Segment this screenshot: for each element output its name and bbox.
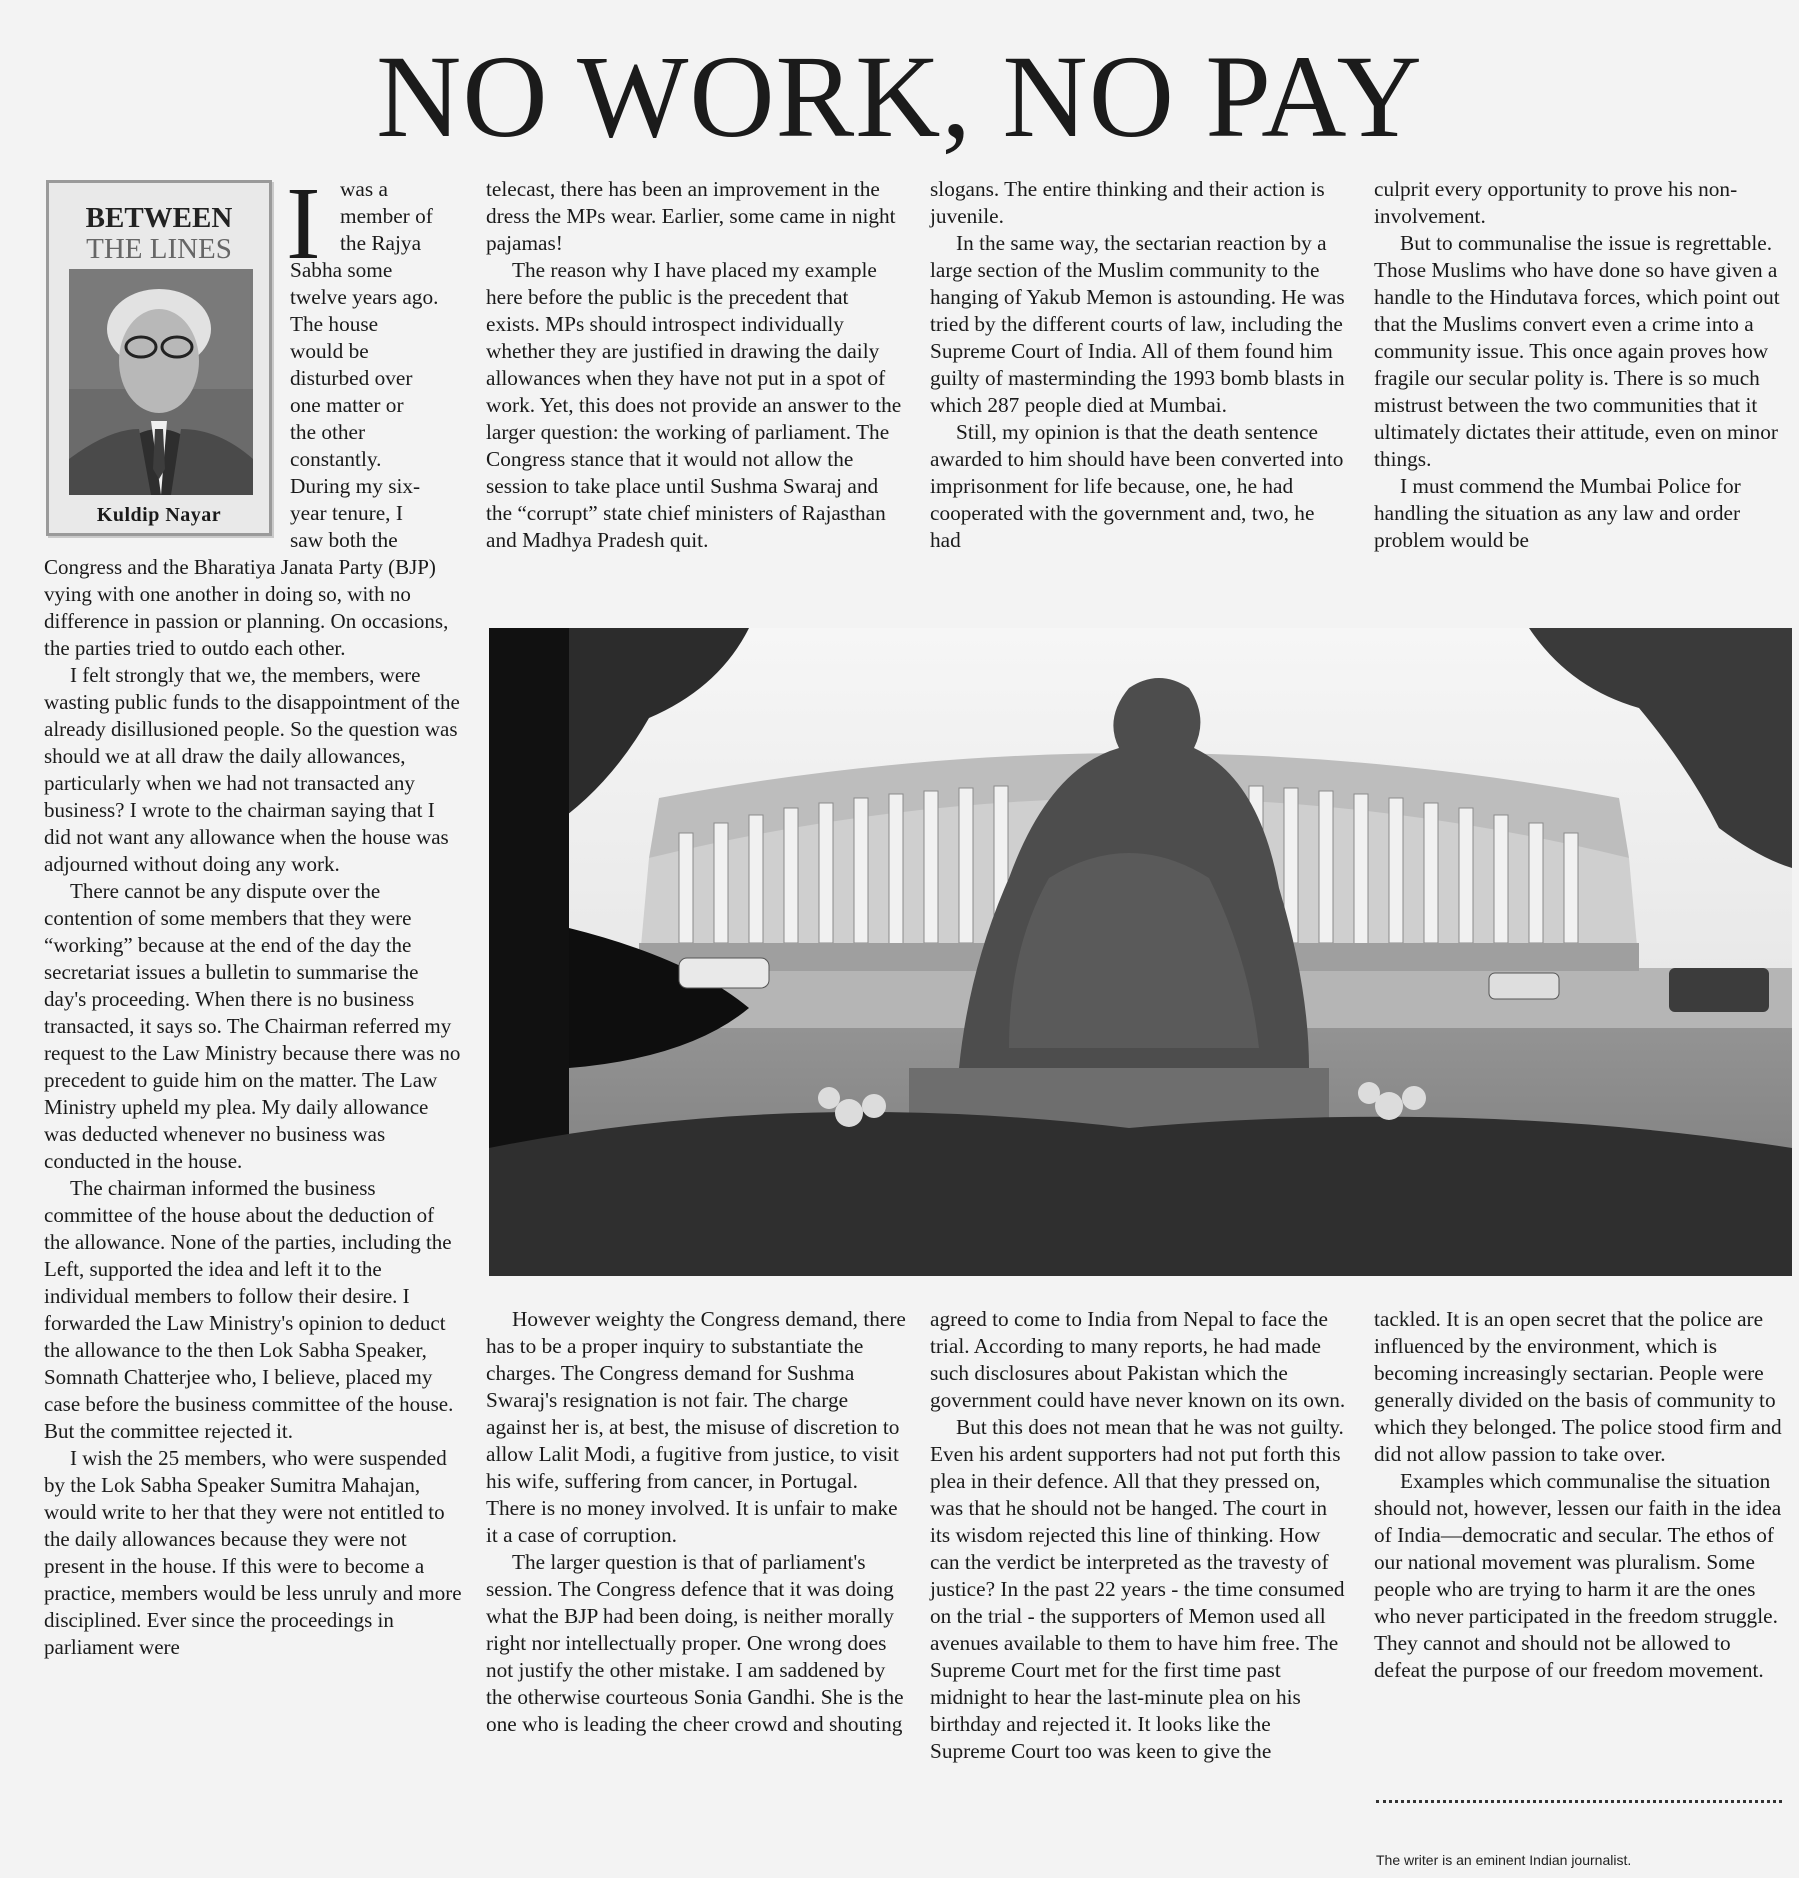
paragraph: The chairman informed the business committee of the house about the deduction of the allowance. None of the parties, including the Left, supported the idea and left it to the individual members to follow their desire. I forwarded the Law Ministry's opinion to deduct the allowance to the then Lok Sabha Speaker, Somnath Chatterjee who, I believe, placed my case before the business committee of the house. But the committee rejected it. bbox=[44, 1176, 454, 1443]
author-byline: Kuldip Nayar bbox=[96, 504, 222, 526]
paragraph: Still, my opinion is that the death sentence awarded to him should have been converted into imprisonment for life because, one, he had cooperated with the government and, two, he had bbox=[930, 420, 1344, 552]
paragraph: However weighty the Congress demand, there has to be a proper inquiry to substantiate the charges. The Congress demand for Sushma Swaraj's resignation is not fair. The charge against her is, at best, the misuse of discretion to allow Lalit Modi, a fugitive from justice, to visit his wife, suffering from cancer, in Portugal. There is no money involved. It is unfair to make it a case of corruption. bbox=[486, 1307, 906, 1547]
footnote: The writer is an eminent Indian journalist. bbox=[1376, 1852, 1632, 1868]
intro-line: year tenure, I bbox=[290, 501, 403, 525]
paragraph: tackled. It is an open secret that the police are influenced by the environment, which is becoming increasingly sectarian. People were generally divided on the basis of community to which they belonged. The police stood firm and did not allow passion to take over. bbox=[1374, 1307, 1782, 1466]
intro-line: disturbed over bbox=[290, 366, 413, 390]
intro-line: saw both the bbox=[290, 528, 398, 552]
column-header-box bbox=[46, 180, 272, 536]
drop-cap: I bbox=[286, 166, 321, 281]
intro-line: Sabha some bbox=[290, 258, 393, 282]
intro-line: one matter or bbox=[290, 393, 404, 417]
paragraph: The reason why I have placed my example here before the public is the precedent that exists. MPs should introspect individually whether they are justified in drawing the daily allowances when they have not put in a spot of work. Yet, this does not provide an answer to the larger question: the working of parliament. The Congress stance that it would not allow the session to take place until Sushma Swaraj and the “corrupt” state chief ministers of Rajasthan and Madhya Pradesh quit. bbox=[486, 258, 902, 552]
footnote-divider bbox=[1376, 1800, 1782, 1803]
intro-line: twelve years ago. bbox=[290, 285, 439, 309]
column-4-top bbox=[1374, 176, 1786, 554]
intro-line: the Rajya bbox=[340, 231, 422, 255]
paragraph: There cannot be any dispute over the contention of some members that they were “working” because at the end of the day the secretariat issues a bulletin to summarise the day's proceeding. When there is no business transacted, it says so. The Chairman referred my request to the Law Ministry because there was no precedent to guide him on the matter. The Law Ministry upheld my plea. My daily allowance was deducted whenever no business was conducted in the house. bbox=[44, 879, 461, 1173]
paragraph: Examples which communalise the situation should not, however, lessen our faith in the idea of India—democratic and secular. The ethos of our national movement was pluralism. Some people who are trying to harm it are the ones who never participated in the freedom struggle. They cannot and should not be allowed to defeat the purpose of our freedom movement. bbox=[1374, 1469, 1782, 1682]
paragraph: But to communalise the issue is regrettable. Those Muslims who have done so have given a handle to the Hindutava forces, which point out that the Muslims convert even a crime into a community issue. This once again proves how fragile our secular polity is. There is so much mistrust between the two communities that it ultimately dictates their attitude, even on minor things. bbox=[1374, 231, 1780, 471]
paragraph: slogans. The entire thinking and their action is juvenile. bbox=[930, 177, 1325, 228]
paragraph: agreed to come to India from Nepal to face the trial. According to many reports, he had made such disclosures about Pakistan which the government could have never known on its own. bbox=[930, 1307, 1346, 1412]
column-2-top bbox=[486, 176, 906, 554]
paragraph: telecast, there has been an improvement in the dress the MPs wear. Earlier, some came in night pajamas! bbox=[486, 177, 896, 255]
column-3-top bbox=[930, 176, 1350, 554]
column-name-line2: THE LINES bbox=[86, 233, 232, 265]
intro-line: was a bbox=[340, 177, 388, 201]
intro-line: The house bbox=[290, 312, 379, 336]
paragraph: I felt strongly that we, the members, were wasting public funds to the disappointment of the already disillusioned people. So the question was should we at all draw the daily allowances, particularly when we had not transacted any business? I wrote to the chairman saying that I did not want any allowance when the house was adjourned without doing any work. bbox=[44, 663, 460, 876]
intro-line: During my six- bbox=[290, 474, 421, 498]
intro-wrap-text bbox=[290, 176, 464, 554]
paragraph: The larger question is that of parliament's session. The Congress defence that it was doing what the BJP had been doing, is neither morally right nor intellectually proper. One wrong does not justify the other mistake. I am saddened by the otherwise courteous Sonia Gandhi. She is the one who is leading the cheer crowd and shouting bbox=[486, 1550, 904, 1736]
paragraph: I wish the 25 members, who were suspended by the Lok Sabha Speaker Sumitra Mahajan, would write to her that they were not entitled to the daily allowances because they were not present in the house. If this were to become a practice, members would be less unruly and more disciplined. Ever since the proceedings in parliament were bbox=[44, 1446, 462, 1659]
paragraph: In the same way, the sectarian reaction by a large section of the Muslim community to the hanging of Yakub Memon is astounding. He was tried by the different courts of law, including the Supreme Court of India. All of them found him guilty of masterminding the 1993 bomb blasts in which 287 people died at Mumbai. bbox=[930, 231, 1345, 417]
paragraph: I must commend the Mumbai Police for handling the situation as any law and order problem would be bbox=[1374, 474, 1741, 552]
parliament-photo bbox=[489, 628, 1792, 1276]
column-1 bbox=[44, 554, 462, 1661]
column-4-bottom bbox=[1374, 1306, 1786, 1684]
paragraph: culprit every opportunity to prove his non-involvement. bbox=[1374, 177, 1738, 228]
intro-line: would be bbox=[290, 339, 369, 363]
headline: NO WORK, NO PAY bbox=[376, 31, 1423, 162]
intro-line: member of bbox=[340, 204, 433, 228]
paragraph: But this does not mean that he was not guilty. Even his ardent supporters had not put forth this plea in their defence. All that they pressed on, was that he should not be hanged. The court in its wisdom rejected this line of thinking. How can the verdict be interpreted as the travesty of justice? In the past 22 years - the time consumed on the trial - the supporters of Memon used all avenues available to them to have him free. The Supreme Court met for the first time past midnight to hear the last-minute plea on his birthday and rejected it. It looks like the Supreme Court too was keen to give the bbox=[930, 1415, 1345, 1763]
column-2-bottom bbox=[486, 1306, 906, 1738]
paragraph: Congress and the Bharatiya Janata Party (BJP) vying with one another in doing so, with no difference in passion or planning. On occasions, the parties tried to outdo each other. bbox=[44, 555, 449, 660]
author-photo bbox=[69, 269, 253, 495]
intro-line: constantly. bbox=[290, 447, 382, 471]
column-name-line1: BETWEEN bbox=[85, 202, 233, 234]
intro-line: the other bbox=[290, 420, 366, 444]
column-3-bottom bbox=[930, 1306, 1350, 1765]
